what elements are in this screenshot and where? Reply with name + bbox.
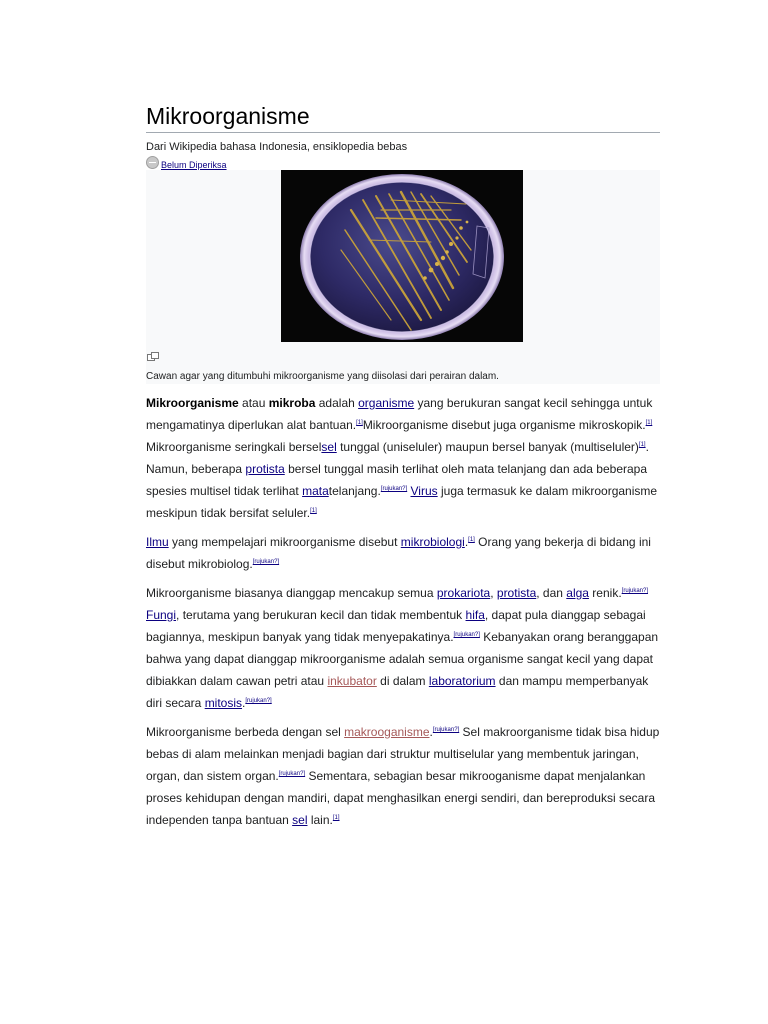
bold-term: mikroba <box>268 396 316 410</box>
link-organisme[interactable]: organisme <box>358 396 415 410</box>
text: , dan <box>536 586 567 600</box>
link-makrooganisme[interactable]: makrooganisme <box>344 725 430 739</box>
link-virus[interactable]: Virus <box>410 484 438 498</box>
link-protista[interactable]: protista <box>245 462 285 476</box>
text: dan mampu memperbanyak diri secara <box>146 674 649 710</box>
paragraph-2 <box>146 531 660 575</box>
link-prokariota[interactable]: prokariota <box>436 586 491 600</box>
link-sel[interactable]: sel <box>292 813 308 827</box>
text: , <box>490 586 497 600</box>
text: Sementara, sebagian besar mikrooganisme dapat menjalankan proses kehidupan dengan mandiri, dapat menghasilkan energi sendiri, dan bereproduksi secara independen tanpa bantuan <box>146 769 655 827</box>
text: lain. <box>307 813 333 827</box>
review-status <box>146 154 227 170</box>
text: , terutama yang berukuran kecil dan tidak membentuk <box>176 608 466 622</box>
citation-link[interactable]: [1] <box>645 420 653 426</box>
text: Mikroorganisme biasanya dianggap mencakup semua <box>146 586 437 600</box>
text: yang berukuran sangat kecil sehingga untuk mengamatinya diperlukan alat bantuan. <box>146 396 653 432</box>
link-mikrobiologi[interactable]: mikrobiologi <box>400 535 465 549</box>
citation-needed-link[interactable]: [rujukan?] <box>278 771 306 777</box>
link-hifa[interactable]: hifa <box>465 608 485 622</box>
paragraph-4 <box>146 721 660 831</box>
text: atau <box>238 396 269 410</box>
citation-needed-link[interactable]: [rujukan?] <box>432 727 460 733</box>
text: adalah <box>315 396 359 410</box>
review-status-icon <box>146 156 159 169</box>
text: bersel tunggal masih terlihat oleh mata telanjang dan ada beberapa spesies multisel tidak terlihat <box>146 462 648 498</box>
text: di dalam <box>376 674 429 688</box>
text: tunggal (uniseluler) maupun bersel banyak (multiseluler) <box>336 440 639 454</box>
petri-dish-image[interactable] <box>281 170 523 342</box>
link-mata[interactable]: mata <box>302 484 329 498</box>
article-figure <box>146 170 660 384</box>
citation-link[interactable]: [1] <box>638 442 646 448</box>
text: juga termasuk ke dalam mikroorganisme meskipun tidak bersifat seluler. <box>146 484 658 520</box>
citation-needed-link[interactable]: [rujukan?] <box>380 486 408 492</box>
citation-link[interactable]: [1] <box>332 815 340 821</box>
citation-needed-link[interactable]: [rujukan?] <box>453 632 480 638</box>
text: Mikroorganisme disebut juga organisme mikroskopik. <box>362 418 646 432</box>
site-tagline: Dari Wikipedia bahasa Indonesia, ensiklopedia bebas <box>146 141 408 153</box>
citation-link[interactable]: [1] <box>310 508 317 514</box>
link-inkubator[interactable]: inkubator <box>327 674 377 688</box>
citation-link[interactable]: [1] <box>356 420 363 426</box>
text: Kebanyakan orang beranggapan bahwa yang dapat dianggap mikroorganisme adalah semua organisme sangat kecil yang dapat dibiakkan dalam cawan petri atau <box>146 630 659 688</box>
citation-link[interactable]: [1] <box>468 537 475 543</box>
link-laboratorium[interactable]: laboratorium <box>428 674 496 688</box>
link-ilmu[interactable]: Ilmu <box>146 535 169 549</box>
link-mitosis[interactable]: mitosis <box>204 696 243 710</box>
link-fungi[interactable]: Fungi <box>146 608 177 622</box>
link-sel[interactable]: sel <box>321 440 337 454</box>
citation-needed-link[interactable]: [rujukan?] <box>621 588 649 594</box>
figure-caption: Cawan agar yang ditumbuhi mikroorganisme yang diisolasi dari perairan dalam. <box>146 371 499 382</box>
text: . <box>429 725 433 739</box>
magnify-icon[interactable] <box>147 352 159 361</box>
paragraph-3 <box>146 582 660 714</box>
text: Sel makroorganisme tidak bisa hidup bebas di alam melainkan menjadi bagian dari struktur multiselular yang membentuk jaringan, organ, dan sistem organ. <box>146 725 660 783</box>
petri-dish-illustration <box>281 170 523 342</box>
text: telanjang. <box>328 484 381 498</box>
link-alga[interactable]: alga <box>566 586 589 600</box>
text: Orang yang bekerja di bidang ini disebut mikrobiolog. <box>146 535 651 571</box>
text: . <box>242 696 246 710</box>
page-title: Mikroorganisme <box>146 101 660 133</box>
text: . Namun, beberapa <box>146 440 649 476</box>
text: , dapat pula dianggap sebagai bagiannya, meskipun banyak yang tidak menyepakatinya. <box>146 608 646 644</box>
citation-needed-link[interactable]: [rujukan?] <box>245 698 272 704</box>
citation-needed-link[interactable]: [rujukan?] <box>252 559 280 565</box>
bold-term: Mikroorganisme <box>146 396 239 410</box>
paragraph-1 <box>146 392 660 524</box>
text: renik. <box>588 586 622 600</box>
link-protista[interactable]: protista <box>496 586 537 600</box>
text: Mikroorganisme seringkali bersel <box>146 440 322 454</box>
text: yang mempelajari mikroorganisme disebut <box>168 535 401 549</box>
article-body <box>146 392 660 838</box>
text: Mikroorganisme berbeda dengan sel <box>146 725 345 739</box>
text: . <box>464 535 469 549</box>
review-status-link[interactable]: Belum Diperiksa <box>161 159 227 170</box>
